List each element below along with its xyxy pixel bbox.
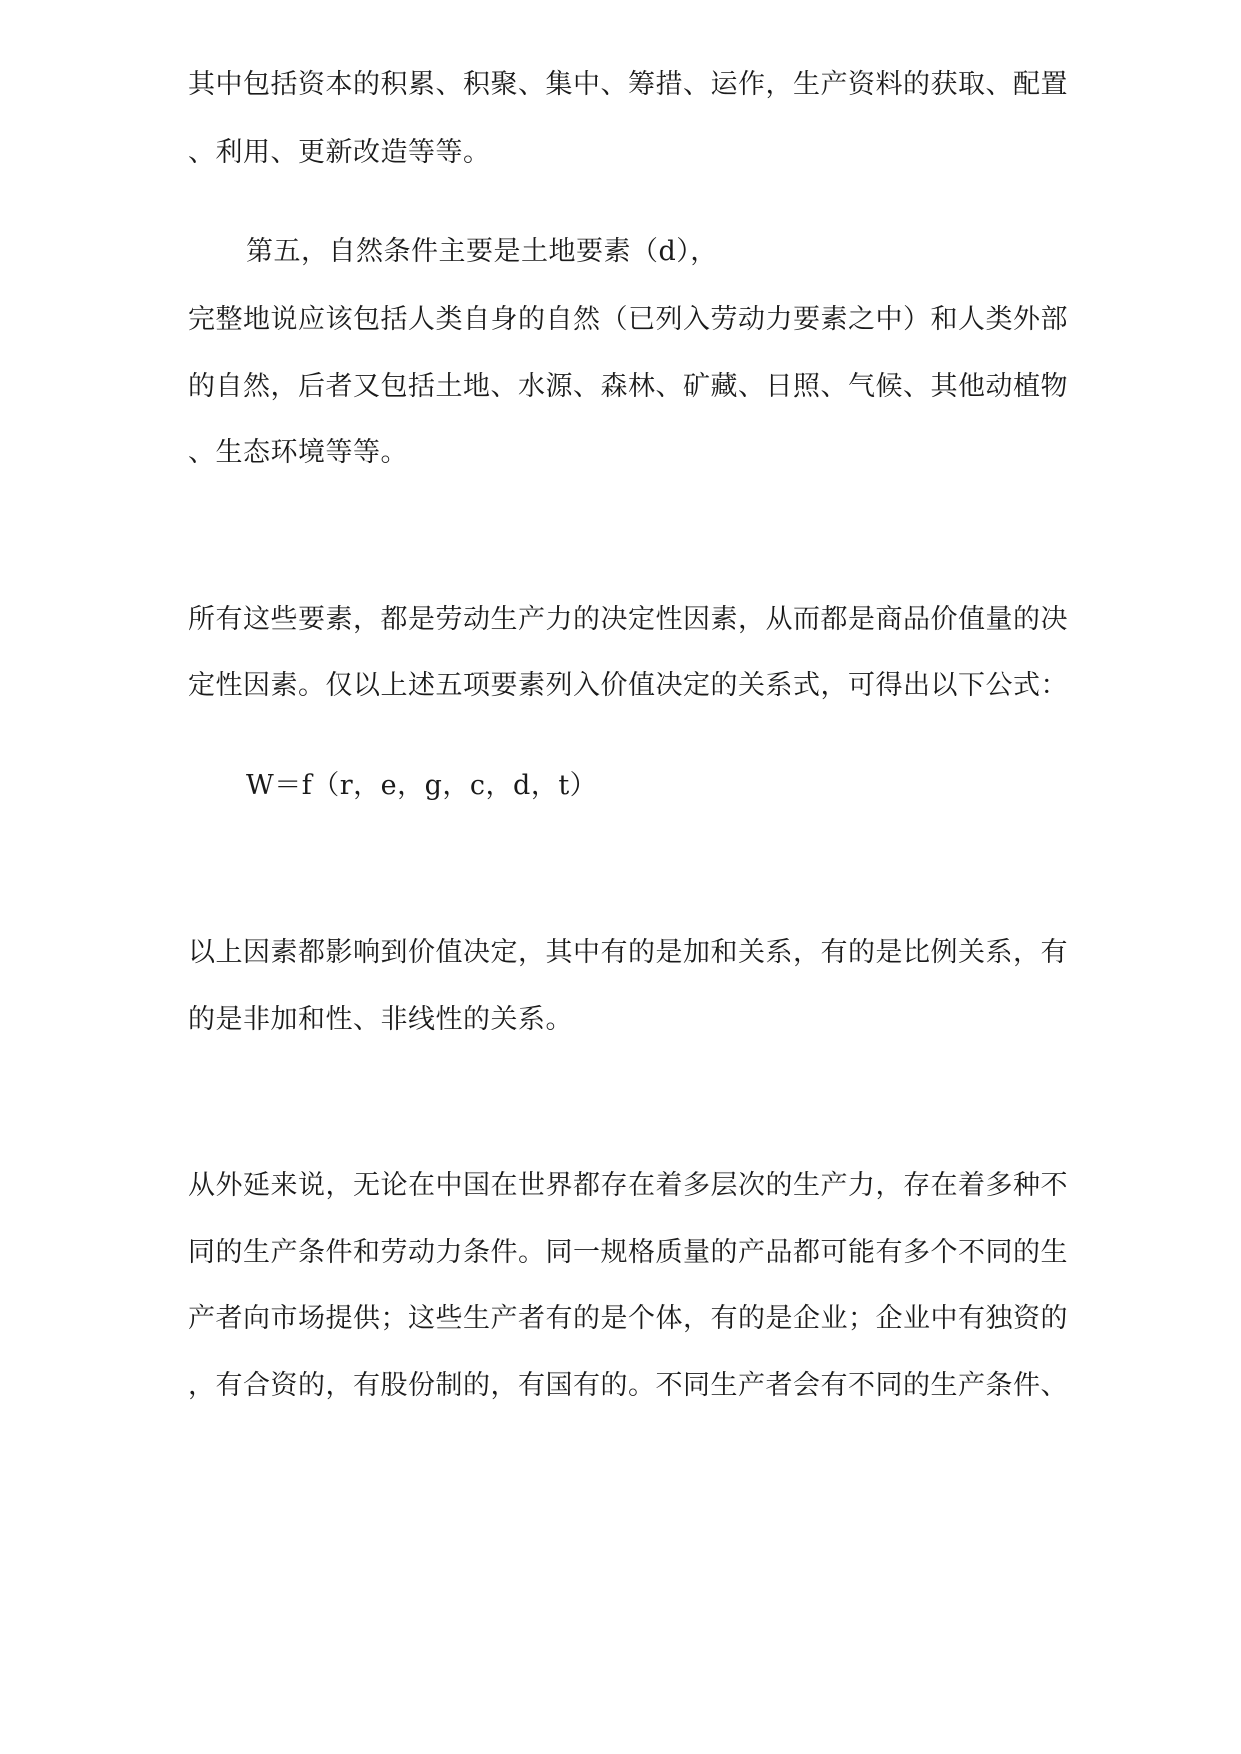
paragraph-2-line-3: 的自然，后者又包括土地、水源、森林、矿藏、日照、气候、其他动植物: [188, 371, 1068, 402]
paragraph-2-line-4: 、生态环境等等。: [188, 437, 408, 468]
paragraph-3-line-2: 定性因素。仅以上述五项要素列入价值决定的关系式，可得出以下公式：: [188, 670, 1068, 701]
paragraph-1-line-1: 其中包括资本的积累、积聚、集中、筹措、运作，生产资料的获取、配置: [188, 69, 1068, 100]
paragraph-5-line-1: 从外延来说，无论在中国在世界都存在着多层次的生产力，存在着多种不: [188, 1170, 1068, 1201]
paragraph-3-line-1: 所有这些要素，都是劳动生产力的决定性因素，从而都是商品价值量的决: [188, 604, 1068, 635]
paragraph-5-line-3: 产者向市场提供；这些生产者有的是个体，有的是企业；企业中有独资的: [188, 1303, 1068, 1334]
formula: W＝f（r，e，g，c，d，t）: [246, 770, 598, 801]
paragraph-2-line-1: 第五，自然条件主要是土地要素（d），: [246, 236, 718, 267]
paragraph-4-line-2: 的是非加和性、非线性的关系。: [188, 1004, 573, 1035]
paragraph-1-line-2: 、利用、更新改造等等。: [188, 137, 491, 168]
paragraph-4-line-1: 以上因素都影响到价值决定，其中有的是加和关系，有的是比例关系，有: [188, 937, 1068, 968]
paragraph-5-line-4: ，有合资的，有股份制的，有国有的。不同生产者会有不同的生产条件、: [188, 1370, 1068, 1401]
paragraph-5-line-2: 同的生产条件和劳动力条件。同一规格质量的产品都可能有多个不同的生: [188, 1237, 1068, 1268]
paragraph-2-line-2: 完整地说应该包括人类自身的自然（已列入劳动力要素之中）和人类外部: [188, 304, 1068, 335]
